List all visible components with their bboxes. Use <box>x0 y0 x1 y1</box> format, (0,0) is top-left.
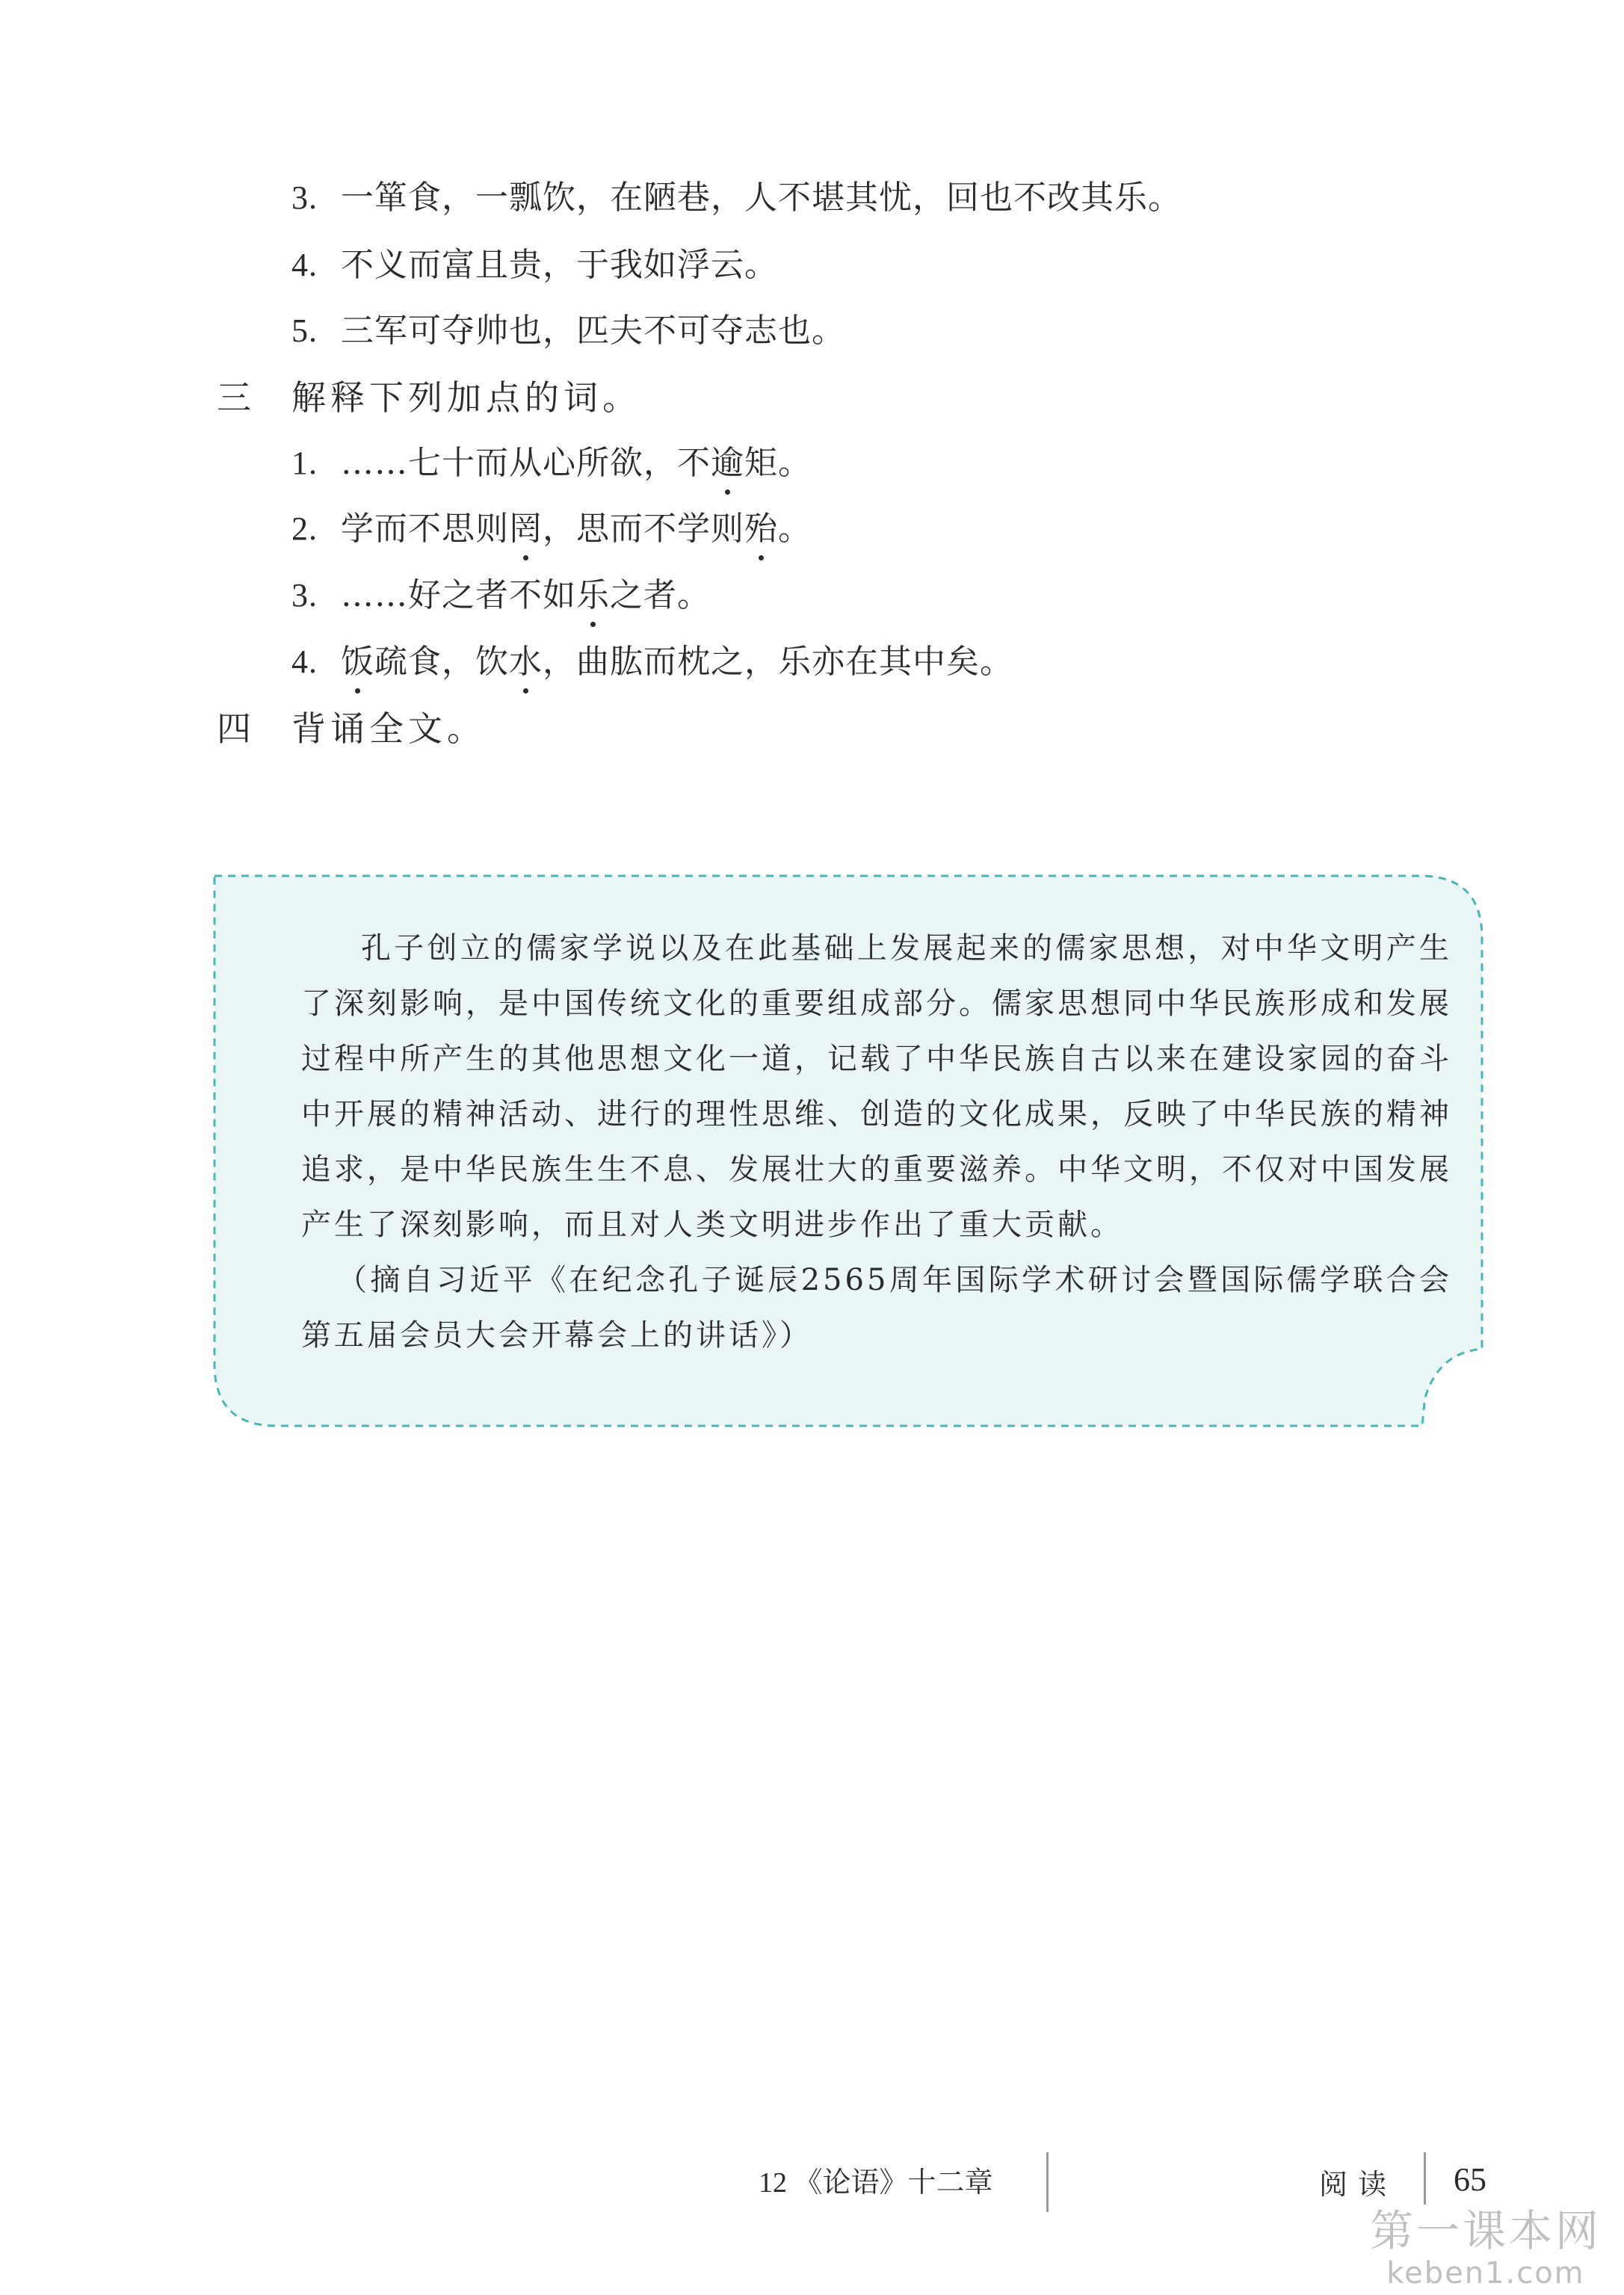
page-number: 65 <box>1454 2161 1486 2198</box>
item-text-post: ，曲肱而枕之，乐亦在其中矣。 <box>543 643 1013 681</box>
section-three-heading <box>217 375 641 420</box>
watermark-name: 第一课本网 <box>1369 2205 1602 2256</box>
item-text-post: 之者。 <box>610 576 711 614</box>
item-text-post: 。 <box>778 510 812 548</box>
section-title: 解释下列加点的词。 <box>291 377 641 418</box>
item-text-mid: ，思而不学则 <box>543 510 744 548</box>
vocab-item-2 <box>291 507 812 552</box>
dotted-word: 逾 <box>711 441 744 486</box>
vocab-item-4 <box>291 640 1013 685</box>
exercise-item-4 <box>291 243 778 288</box>
footer-divider-right <box>1424 2152 1426 2205</box>
item-text-pre: ……七十而从心所欲，不 <box>341 444 711 482</box>
item-number: 3. <box>291 179 318 216</box>
footer-chapter-title: 12 《论语》十二章 <box>759 2167 993 2199</box>
quote-box-text <box>301 921 1452 1363</box>
item-text-post: 矩。 <box>744 444 812 482</box>
footer-section-label: 阅读 <box>1319 2168 1398 2201</box>
item-number: 1. <box>291 445 318 481</box>
dotted-word: 水 <box>509 640 543 685</box>
quote-source: （摘自习近平《在纪念孔子诞辰2565周年国际学术研讨会暨国际儒学联合会第五届会员大会开幕会上的讲话》） <box>301 1263 1452 1353</box>
dotted-word: 罔 <box>509 507 543 552</box>
section-title: 背诵全文。 <box>291 708 486 749</box>
dotted-word: 乐 <box>576 573 610 618</box>
dotted-word: 饭 <box>341 640 374 685</box>
item-number: 2. <box>291 510 318 547</box>
footer-divider-left <box>1046 2152 1049 2212</box>
section-four-heading <box>217 706 486 751</box>
quote-box <box>213 874 1483 1427</box>
section-number: 三 <box>217 377 251 418</box>
item-text: 三军可夺帅也，匹夫不可夺志也。 <box>341 312 845 350</box>
item-text-mid: 疏食，饮 <box>374 643 509 681</box>
item-number: 4. <box>291 247 318 283</box>
quote-paragraph: 孔子创立的儒家学说以及在此基础上发展起来的儒家思想，对中华文明产生了深刻影响，是中国传统文化的重要组成部分。儒家思想同中华民族形成和发展过程中所产生的其他思想文化一道，记载了中华民族自古以来在建设家园的奋斗中开展的精神活动、进行的理性思维、创造的文化成果，反映了中华民族的精神追求，是中华民族生生不息、发展壮大的重要滋养。中华文明，不仅对中国发展产生了深刻影响，而且对人类文明进步作出了重大贡献。 <box>301 931 1452 1242</box>
item-text-pre: ……好之者不如 <box>341 576 576 614</box>
watermark-url: keben1.com <box>1386 2256 1585 2291</box>
item-number: 3. <box>291 577 318 614</box>
item-text-pre: 学而不思则 <box>341 510 509 548</box>
section-number: 四 <box>217 708 251 749</box>
vocab-item-1 <box>291 441 812 486</box>
item-number: 5. <box>291 312 318 349</box>
dotted-word: 殆 <box>744 507 778 552</box>
exercise-item-3 <box>291 176 1182 220</box>
item-text: 不义而富且贵，于我如浮云。 <box>341 246 778 284</box>
vocab-item-3 <box>291 573 711 618</box>
item-text: 一箪食，一瓢饮，在陋巷，人不堪其忧，回也不改其乐。 <box>341 179 1182 217</box>
exercise-item-5 <box>291 309 845 353</box>
watermark <box>1370 2205 1602 2290</box>
item-number: 4. <box>291 643 318 680</box>
